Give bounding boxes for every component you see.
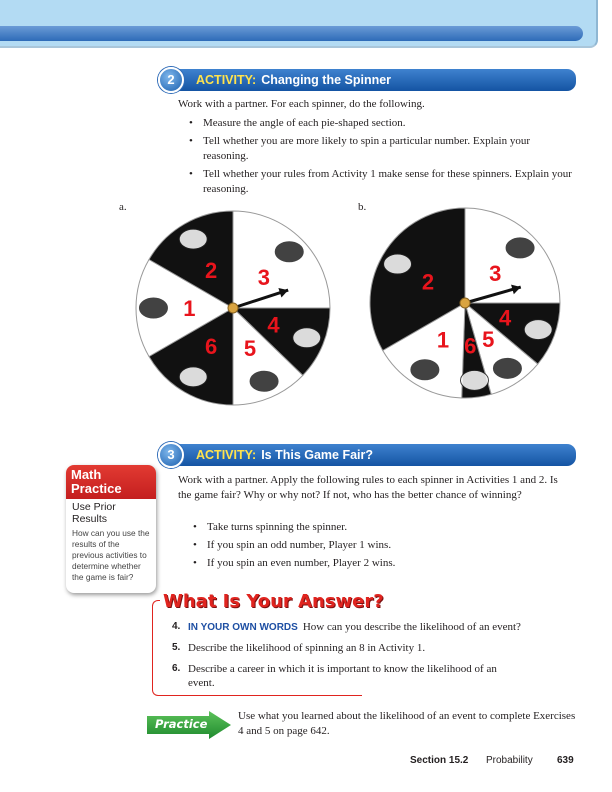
question-keyword: IN YOUR OWN WORDS xyxy=(188,622,298,633)
animal-illustration xyxy=(179,367,207,387)
footer-topic: Probability xyxy=(486,755,533,766)
question-6 xyxy=(172,662,513,690)
section-number: 2 xyxy=(421,269,435,295)
math-practice-body: How can you use the results of the previous activities to determine whether the game is fair? xyxy=(72,528,150,582)
question-text: How can you describe the likelihood of an event? xyxy=(302,621,521,633)
math-practice-box xyxy=(66,465,156,593)
practice-label: Practice xyxy=(155,717,208,731)
animal-illustration xyxy=(384,254,412,274)
animal-illustration xyxy=(460,370,488,390)
heading-line: Math xyxy=(71,467,102,482)
what-is-your-answer-heading: What Is Your Answer? xyxy=(163,591,384,612)
bullet: • Take turns spinning the spinner. xyxy=(182,520,562,535)
question-5 xyxy=(172,641,426,655)
activity-3-header xyxy=(160,444,576,466)
bullet: • If you spin an odd number, Player 1 wins. xyxy=(182,538,562,553)
heading-line: Practice xyxy=(71,481,122,496)
spinner-pivot xyxy=(228,303,238,313)
animal-illustration xyxy=(493,358,521,378)
animal-illustration xyxy=(524,320,552,340)
section-number: 5 xyxy=(243,336,257,362)
question-number: 4. xyxy=(172,621,181,632)
activity-keyword: ACTIVITY: xyxy=(196,448,257,462)
section-number: 1 xyxy=(183,296,196,321)
animal-illustration xyxy=(275,242,303,262)
bullet: • If you spin an even number, Player 2 wins. xyxy=(182,556,562,571)
activity-number-badge: 2 xyxy=(158,67,184,93)
animal-illustration xyxy=(293,328,321,348)
section-number: 3 xyxy=(489,260,502,286)
activity-2-intro: Work with a partner. For each spinner, do the following. xyxy=(178,98,425,110)
section-number: 3 xyxy=(257,265,270,291)
page-number: 639 xyxy=(557,755,574,766)
activity-keyword: ACTIVITY: xyxy=(196,73,257,87)
question-4 xyxy=(172,620,521,635)
spinner-a-label: a. xyxy=(119,201,127,213)
math-practice-subtitle: Use Prior Results xyxy=(72,501,116,525)
section-number: 2 xyxy=(205,258,218,284)
animal-illustration xyxy=(250,371,278,391)
practice-text: Use what you learned about the likelihood of an event to complete Exercises 4 and 5 on page 642. xyxy=(238,710,576,737)
bullet: • Tell whether your rules from Activity 1 make sense for these spinners. Explain your reasoning. xyxy=(178,167,573,197)
spinner-b-label: b. xyxy=(358,201,367,213)
activity-title: Is This Game Fair? xyxy=(261,448,374,462)
animal-illustration xyxy=(179,229,207,249)
section-number: 6 xyxy=(205,333,218,359)
activity-3-intro: Work with a partner. Apply the following rules to each spinner in Activities 1 and 2. Is the game fair? Why or why not? If not, who has the better chance of winning? xyxy=(178,474,558,501)
math-practice-heading xyxy=(66,465,156,499)
animal-illustration xyxy=(139,298,167,318)
spinner-pivot xyxy=(460,298,470,308)
animal-illustration xyxy=(411,360,439,380)
section-number: 4 xyxy=(499,305,512,331)
section-number: 5 xyxy=(482,326,495,352)
question-text: Describe the likelihood of spinning an 8 in Activity 1. xyxy=(188,642,426,654)
footer-section: Section 15.2 xyxy=(410,755,469,766)
activity-number-badge: 3 xyxy=(158,442,184,468)
question-text: Describe a career in which it is important to know the likelihood of an event. xyxy=(188,663,497,689)
section-number: 4 xyxy=(267,312,280,338)
bullet: • Tell whether you are more likely to spin a particular number. Explain your reasoning. xyxy=(178,134,568,164)
section-number: 6 xyxy=(464,333,477,359)
activity-3-bullets xyxy=(182,520,562,571)
activity-title: Changing the Spinner xyxy=(261,73,392,87)
section-number: 1 xyxy=(436,327,450,353)
question-number: 5. xyxy=(172,642,181,653)
question-number: 6. xyxy=(172,663,181,674)
bullet: • Measure the angle of each pie-shaped section. xyxy=(178,116,578,131)
animal-illustration xyxy=(506,238,534,258)
